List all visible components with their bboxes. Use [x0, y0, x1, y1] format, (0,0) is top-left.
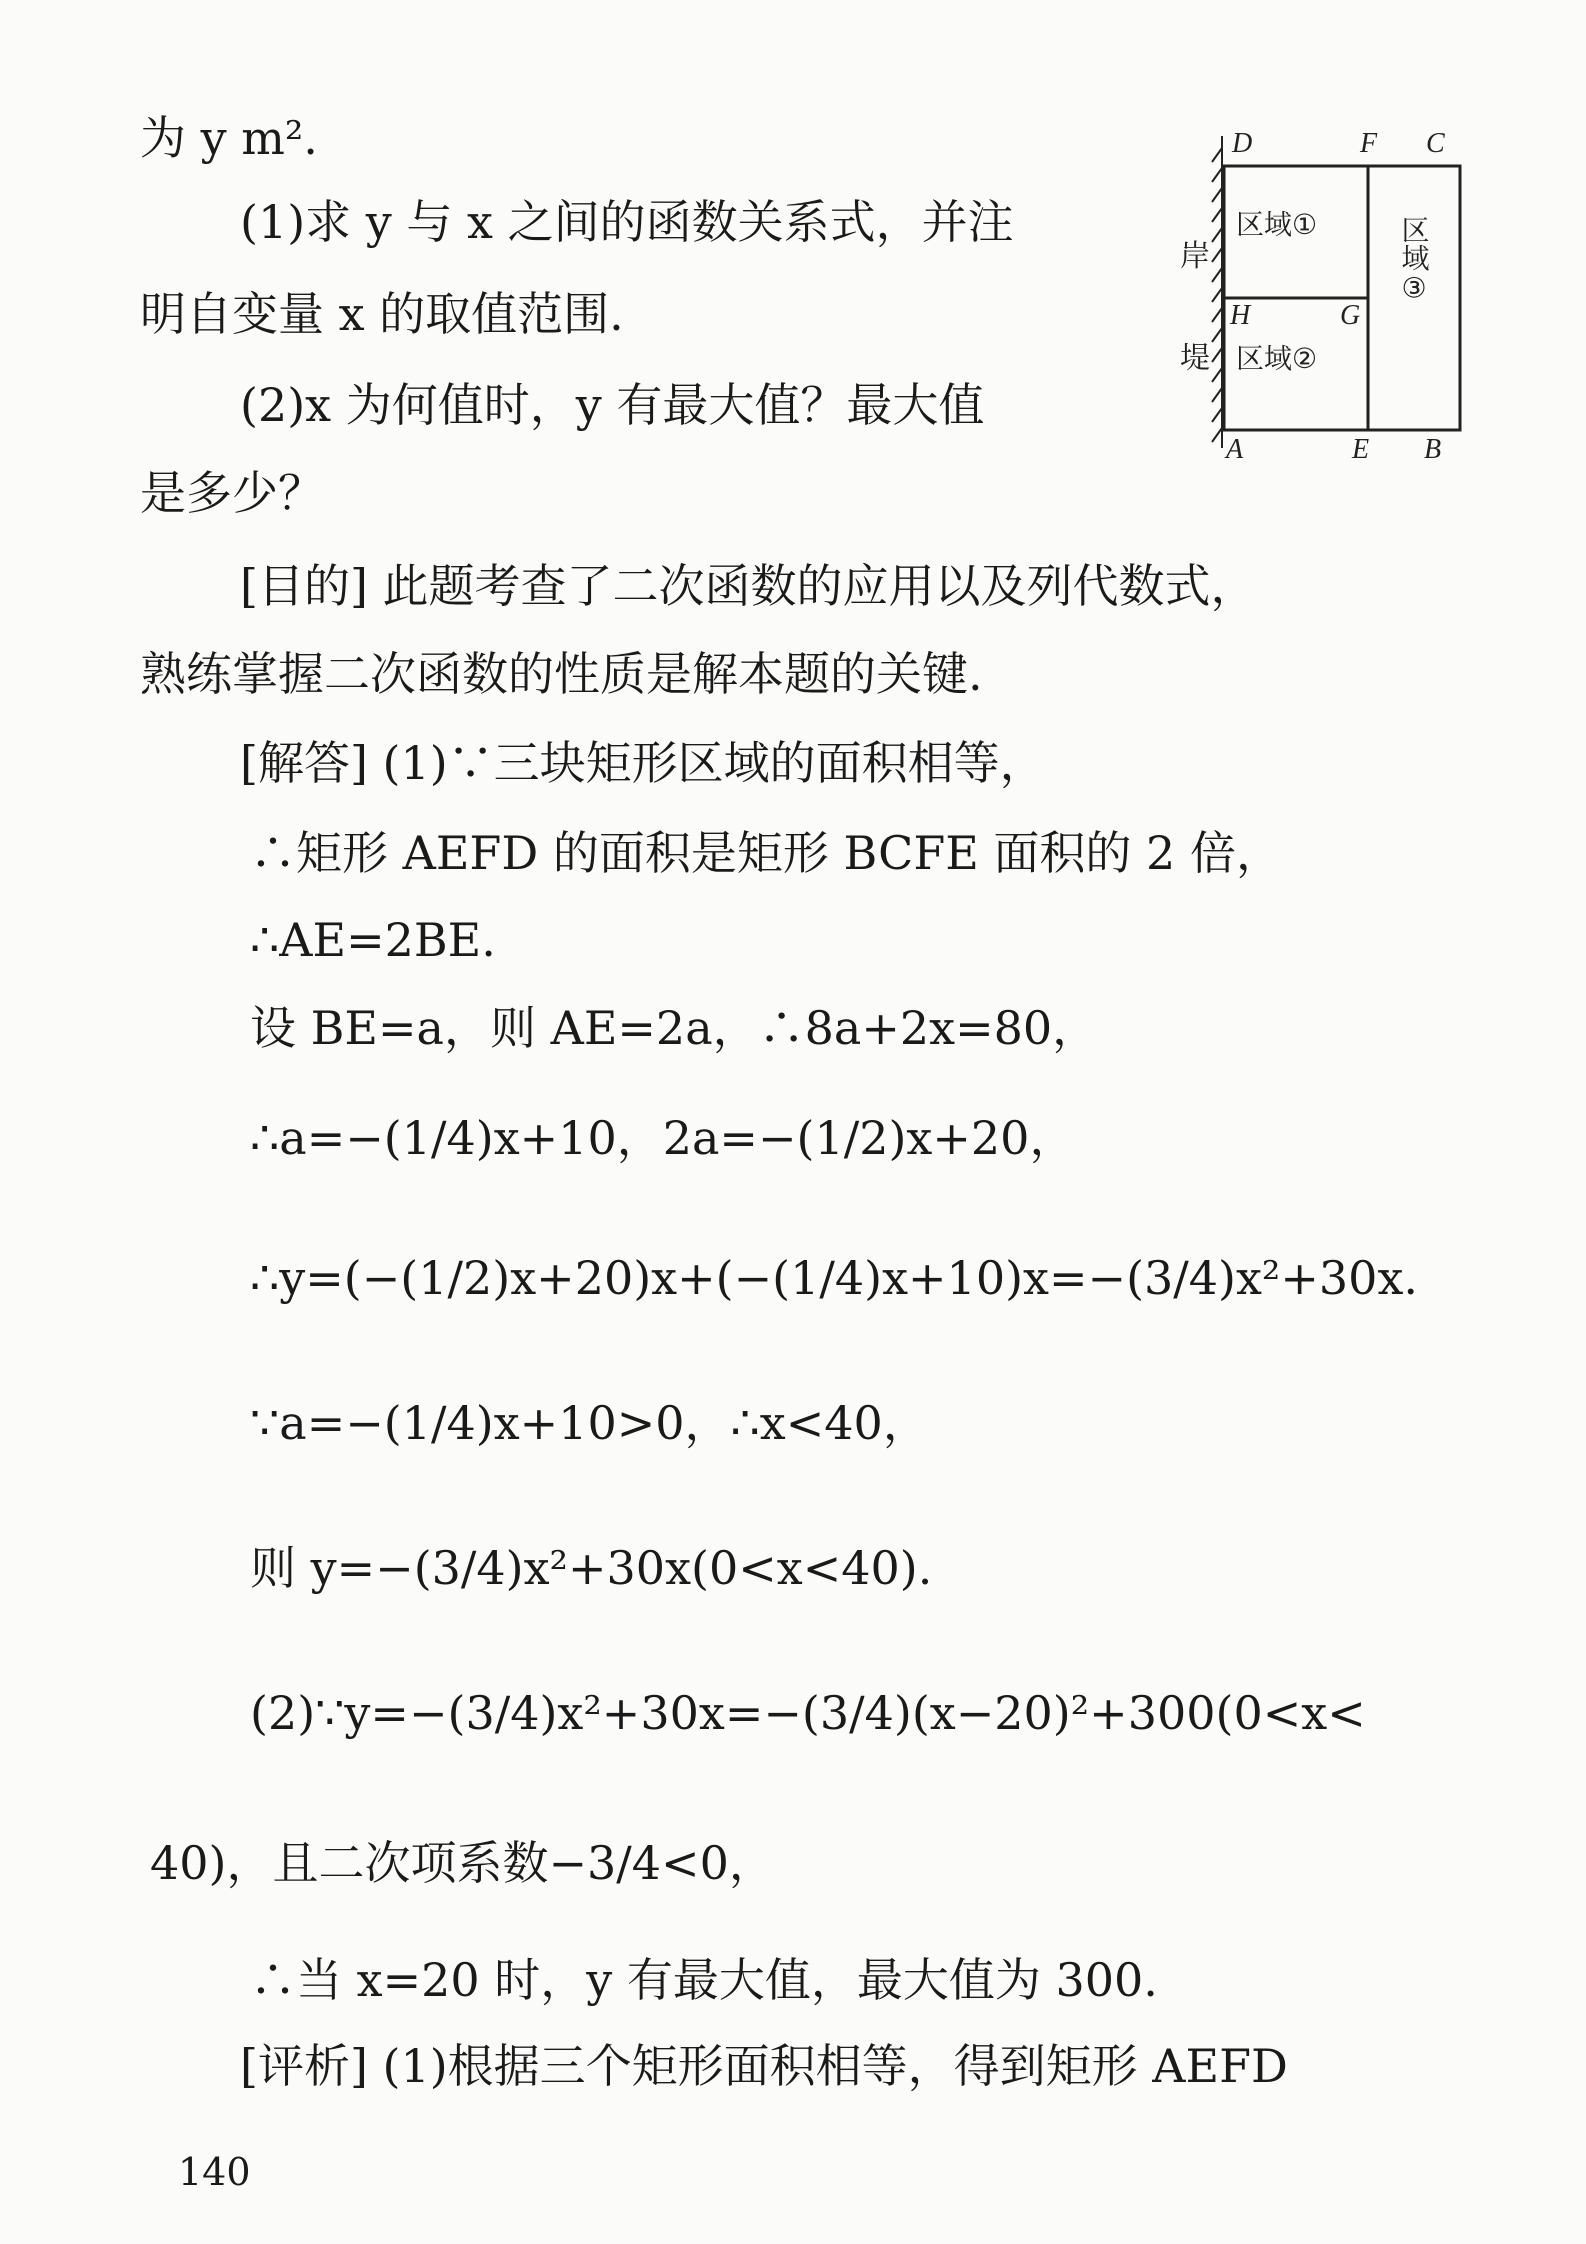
equation-line: 则 y=−(3/4)x²+30x(0<x<40). — [250, 1541, 933, 1595]
equation-line: ∴y=(−(1/2)x+20)x+(−(1/4)x+10)x=−(3/4)x²+30x. — [250, 1251, 1419, 1305]
text-line: ∴矩形 AEFD 的面积是矩形 BCFE 面积的 2 倍， — [250, 826, 1282, 880]
page-number: 140 — [178, 2150, 251, 2194]
bank-label-bottom: 堤 — [1180, 341, 1210, 376]
text-line: ∴当 x=20 时，y 有最大值，最大值为 300. — [250, 1953, 1158, 2007]
equation-line: ∴a=−(1/4)x+10，2a=−(1/2)x+20， — [250, 1111, 1076, 1165]
solution-line: [解答] (1)∵三块矩形区域的面积相等， — [240, 736, 1046, 790]
comment-line: [评析] (1)根据三个矩形面积相等，得到矩形 AEFD — [240, 2039, 1288, 2093]
equation-line: 40)，且二次项系数−3/4<0， — [150, 1836, 775, 1890]
text-line: (1)求 y 与 x 之间的函数关系式，并注 — [240, 195, 1014, 249]
text-line: 设 BE=a，则 AE=2a，∴8a+2x=80， — [250, 1001, 1099, 1055]
region-3-label: 区域③ — [1397, 215, 1431, 305]
point-label-g: G — [1340, 300, 1361, 331]
point-label-b: B — [1424, 434, 1442, 465]
region-1-label: 区域① — [1236, 208, 1318, 241]
point-label-a: A — [1226, 434, 1244, 465]
point-label-d: D — [1232, 128, 1253, 159]
text-line: 是多少？ — [140, 466, 324, 520]
point-label-f: F — [1360, 128, 1378, 159]
text-line: 为 y m². — [140, 111, 318, 165]
purpose-line: [目的] 此题考查了二次函数的应用以及列代数式， — [240, 559, 1257, 613]
text-line: 熟练掌握二次函数的性质是解本题的关键. — [140, 647, 983, 701]
region-2-label: 区域② — [1236, 342, 1318, 375]
text-line: ∴AE=2BE. — [250, 913, 496, 967]
rectangle-figure — [1180, 118, 1470, 468]
text-line: (2)x 为何值时，y 有最大值？最大值 — [240, 378, 985, 432]
text-line: 明自变量 x 的取值范围. — [140, 287, 624, 341]
point-label-c: C — [1426, 128, 1445, 159]
bank-label-top: 岸 — [1180, 239, 1210, 274]
equation-line: (2)∵y=−(3/4)x²+30x=−(3/4)(x−20)²+300(0<x< — [250, 1686, 1366, 1740]
equation-line: ∵a=−(1/4)x+10>0，∴x<40， — [250, 1396, 929, 1450]
point-label-h: H — [1230, 300, 1251, 331]
point-label-e: E — [1352, 434, 1370, 465]
